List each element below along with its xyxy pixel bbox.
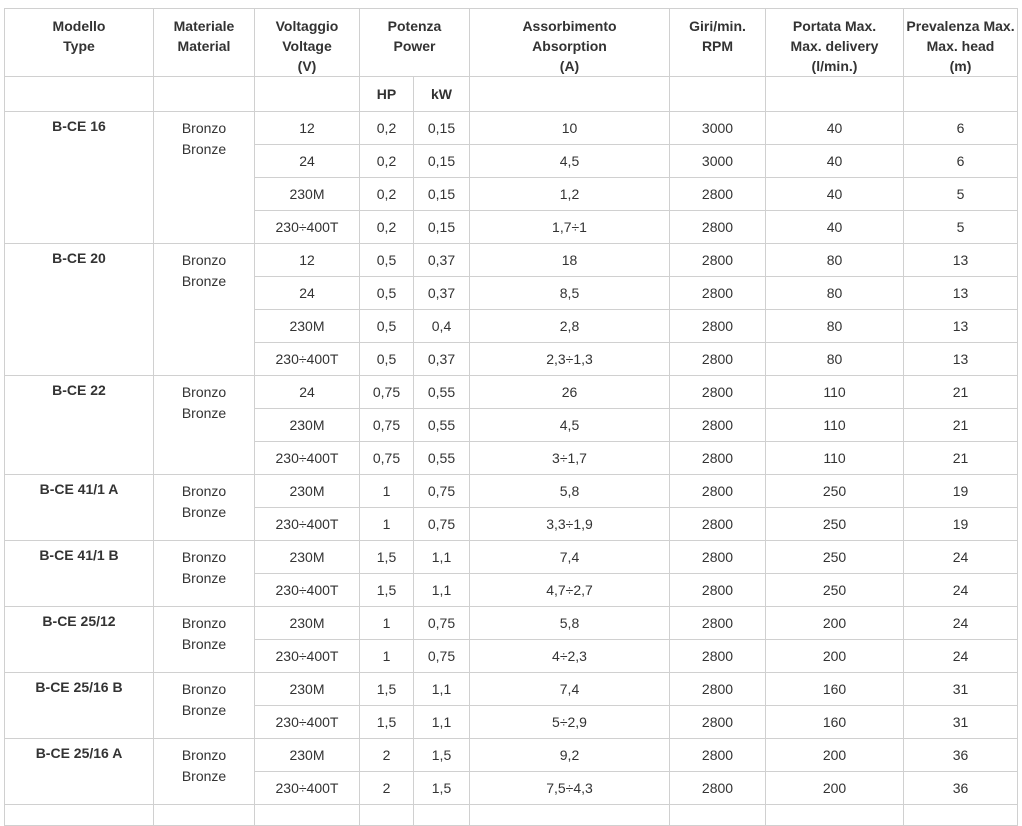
max-delivery-cell: 40	[766, 145, 904, 178]
absorption-cell: 18	[470, 244, 670, 277]
max-head-cell: 24	[904, 640, 1018, 673]
absorption-cell: 26	[470, 376, 670, 409]
absorption-cell: 3,3÷1,9	[470, 508, 670, 541]
max-delivery-cell: 250	[766, 541, 904, 574]
header-power: Potenza Power	[360, 9, 470, 77]
max-head-cell: 36	[904, 772, 1018, 805]
empty-cell	[470, 805, 670, 826]
max-delivery-cell: 80	[766, 244, 904, 277]
max-head-cell: 13	[904, 244, 1018, 277]
empty-cell	[670, 77, 766, 112]
rpm-cell: 2800	[670, 343, 766, 376]
voltage-cell: 230÷400T	[255, 508, 360, 541]
max-head-cell: 21	[904, 409, 1018, 442]
max-head-cell: 31	[904, 706, 1018, 739]
absorption-cell: 5,8	[470, 607, 670, 640]
max-head-cell: 24	[904, 574, 1018, 607]
hp-cell: 1,5	[360, 706, 414, 739]
table-row	[5, 541, 1018, 574]
model-cell: B-CE 25/16 A	[5, 739, 154, 805]
material-cell: Bronzo Bronze	[154, 673, 255, 739]
kw-cell: 1,1	[414, 574, 470, 607]
rpm-cell: 2800	[670, 244, 766, 277]
voltage-cell: 230M	[255, 673, 360, 706]
hp-cell: 0,5	[360, 310, 414, 343]
rpm-cell: 2800	[670, 376, 766, 409]
rpm-cell: 3000	[670, 145, 766, 178]
table-body	[5, 112, 1018, 826]
empty-cell	[154, 805, 255, 826]
max-delivery-cell: 110	[766, 409, 904, 442]
max-head-cell: 21	[904, 376, 1018, 409]
max-delivery-cell: 200	[766, 739, 904, 772]
max-head-cell: 5	[904, 178, 1018, 211]
material-cell: Bronzo Bronze	[154, 112, 255, 244]
max-delivery-cell: 80	[766, 277, 904, 310]
kw-cell: 0,55	[414, 442, 470, 475]
material-cell: Bronzo Bronze	[154, 541, 255, 607]
empty-cell	[5, 77, 154, 112]
rpm-cell: 2800	[670, 508, 766, 541]
model-cell: B-CE 41/1 A	[5, 475, 154, 541]
header-rpm: Giri/min. RPM	[670, 9, 766, 77]
kw-cell: 0,15	[414, 211, 470, 244]
max-head-cell: 24	[904, 541, 1018, 574]
absorption-cell: 4,7÷2,7	[470, 574, 670, 607]
max-delivery-cell: 160	[766, 673, 904, 706]
rpm-cell: 3000	[670, 112, 766, 145]
hp-cell: 0,5	[360, 244, 414, 277]
kw-cell: 1,1	[414, 706, 470, 739]
voltage-cell: 230M	[255, 409, 360, 442]
rpm-cell: 2800	[670, 475, 766, 508]
voltage-cell: 230M	[255, 178, 360, 211]
material-cell: Bronzo Bronze	[154, 244, 255, 376]
hp-cell: 1,5	[360, 574, 414, 607]
material-cell: Bronzo Bronze	[154, 475, 255, 541]
max-delivery-cell: 80	[766, 310, 904, 343]
rpm-cell: 2800	[670, 640, 766, 673]
absorption-cell: 4÷2,3	[470, 640, 670, 673]
max-delivery-cell: 200	[766, 607, 904, 640]
header-absorption: Assorbimento Absorption (A)	[470, 9, 670, 77]
absorption-cell: 1,7÷1	[470, 211, 670, 244]
header-model: Modello Type	[5, 9, 154, 77]
model-cell: B-CE 41/1 B	[5, 541, 154, 607]
absorption-cell: 3÷1,7	[470, 442, 670, 475]
voltage-cell: 230÷400T	[255, 343, 360, 376]
hp-cell: 1,5	[360, 541, 414, 574]
hp-cell: 0,75	[360, 376, 414, 409]
absorption-cell: 4,5	[470, 145, 670, 178]
kw-cell: 0,37	[414, 244, 470, 277]
max-head-cell: 13	[904, 277, 1018, 310]
rpm-cell: 2800	[670, 673, 766, 706]
material-cell: Bronzo Bronze	[154, 607, 255, 673]
max-head-cell: 31	[904, 673, 1018, 706]
kw-cell: 1,1	[414, 541, 470, 574]
voltage-cell: 230÷400T	[255, 211, 360, 244]
absorption-cell: 5,8	[470, 475, 670, 508]
empty-cell	[154, 77, 255, 112]
max-delivery-cell: 110	[766, 376, 904, 409]
max-head-cell: 13	[904, 343, 1018, 376]
hp-cell: 0,5	[360, 277, 414, 310]
absorption-cell: 9,2	[470, 739, 670, 772]
empty-cell	[414, 805, 470, 826]
max-head-cell: 24	[904, 607, 1018, 640]
voltage-cell: 230M	[255, 541, 360, 574]
hp-cell: 0,2	[360, 211, 414, 244]
table-row	[5, 376, 1018, 409]
table-row	[5, 244, 1018, 277]
hp-cell: 1,5	[360, 673, 414, 706]
table-row	[5, 607, 1018, 640]
absorption-cell: 7,4	[470, 541, 670, 574]
hp-cell: 0,5	[360, 343, 414, 376]
kw-cell: 0,75	[414, 607, 470, 640]
max-delivery-cell: 80	[766, 343, 904, 376]
max-head-cell: 36	[904, 739, 1018, 772]
max-head-cell: 5	[904, 211, 1018, 244]
max-delivery-cell: 200	[766, 640, 904, 673]
hp-cell: 0,2	[360, 178, 414, 211]
voltage-cell: 24	[255, 277, 360, 310]
max-head-cell: 21	[904, 442, 1018, 475]
max-delivery-cell: 250	[766, 475, 904, 508]
table-row	[5, 805, 1018, 826]
empty-cell	[360, 805, 414, 826]
voltage-cell: 24	[255, 376, 360, 409]
max-delivery-cell: 160	[766, 706, 904, 739]
table-row	[5, 475, 1018, 508]
rpm-cell: 2800	[670, 310, 766, 343]
voltage-cell: 230M	[255, 739, 360, 772]
max-head-cell: 6	[904, 145, 1018, 178]
subheader-hp: HP	[360, 77, 414, 112]
kw-cell: 0,4	[414, 310, 470, 343]
kw-cell: 1,5	[414, 739, 470, 772]
absorption-cell: 5÷2,9	[470, 706, 670, 739]
rpm-cell: 2800	[670, 772, 766, 805]
kw-cell: 0,37	[414, 343, 470, 376]
absorption-cell: 4,5	[470, 409, 670, 442]
max-head-cell: 19	[904, 475, 1018, 508]
max-delivery-cell: 40	[766, 178, 904, 211]
voltage-cell: 230÷400T	[255, 772, 360, 805]
hp-cell: 1	[360, 475, 414, 508]
rpm-cell: 2800	[670, 739, 766, 772]
kw-cell: 0,15	[414, 178, 470, 211]
absorption-cell: 10	[470, 112, 670, 145]
model-cell: B-CE 20	[5, 244, 154, 376]
absorption-cell: 7,5÷4,3	[470, 772, 670, 805]
hp-cell: 0,2	[360, 145, 414, 178]
model-cell: B-CE 22	[5, 376, 154, 475]
max-head-cell: 13	[904, 310, 1018, 343]
material-cell: Bronzo Bronze	[154, 739, 255, 805]
rpm-cell: 2800	[670, 607, 766, 640]
empty-cell	[670, 805, 766, 826]
table-row	[5, 673, 1018, 706]
max-delivery-cell: 40	[766, 112, 904, 145]
absorption-cell: 2,8	[470, 310, 670, 343]
hp-cell: 0,75	[360, 442, 414, 475]
voltage-cell: 12	[255, 112, 360, 145]
voltage-cell: 12	[255, 244, 360, 277]
material-cell: Bronzo Bronze	[154, 376, 255, 475]
rpm-cell: 2800	[670, 574, 766, 607]
table-row	[5, 739, 1018, 772]
absorption-cell: 8,5	[470, 277, 670, 310]
subheader-row	[5, 77, 1018, 112]
kw-cell: 1,5	[414, 772, 470, 805]
max-delivery-cell: 250	[766, 574, 904, 607]
kw-cell: 0,55	[414, 376, 470, 409]
max-delivery-cell: 250	[766, 508, 904, 541]
voltage-cell: 230÷400T	[255, 574, 360, 607]
absorption-cell: 2,3÷1,3	[470, 343, 670, 376]
hp-cell: 2	[360, 772, 414, 805]
absorption-cell: 7,4	[470, 673, 670, 706]
absorption-cell: 1,2	[470, 178, 670, 211]
hp-cell: 2	[360, 739, 414, 772]
model-cell: B-CE 25/16 B	[5, 673, 154, 739]
empty-cell	[766, 805, 904, 826]
empty-cell	[470, 77, 670, 112]
kw-cell: 0,15	[414, 145, 470, 178]
header-voltage: Voltaggio Voltage (V)	[255, 9, 360, 77]
max-head-cell: 6	[904, 112, 1018, 145]
voltage-cell: 230M	[255, 475, 360, 508]
header-material: Materiale Material	[154, 9, 255, 77]
empty-cell	[904, 805, 1018, 826]
kw-cell: 0,15	[414, 112, 470, 145]
model-cell: B-CE 25/12	[5, 607, 154, 673]
hp-cell: 1	[360, 607, 414, 640]
kw-cell: 0,75	[414, 475, 470, 508]
voltage-cell: 230M	[255, 607, 360, 640]
kw-cell: 0,55	[414, 409, 470, 442]
header-row	[5, 9, 1018, 77]
model-cell: B-CE 16	[5, 112, 154, 244]
voltage-cell: 230M	[255, 310, 360, 343]
empty-cell	[5, 805, 154, 826]
voltage-cell: 230÷400T	[255, 640, 360, 673]
rpm-cell: 2800	[670, 409, 766, 442]
voltage-cell: 230÷400T	[255, 706, 360, 739]
kw-cell: 0,37	[414, 277, 470, 310]
empty-cell	[255, 77, 360, 112]
rpm-cell: 2800	[670, 277, 766, 310]
empty-cell	[255, 805, 360, 826]
hp-cell: 1	[360, 508, 414, 541]
table-row	[5, 112, 1018, 145]
kw-cell: 0,75	[414, 640, 470, 673]
rpm-cell: 2800	[670, 442, 766, 475]
rpm-cell: 2800	[670, 211, 766, 244]
hp-cell: 1	[360, 640, 414, 673]
max-delivery-cell: 200	[766, 772, 904, 805]
max-delivery-cell: 110	[766, 442, 904, 475]
header-max-delivery: Portata Max. Max. delivery (l/min.)	[766, 9, 904, 77]
voltage-cell: 230÷400T	[255, 442, 360, 475]
empty-cell	[766, 77, 904, 112]
empty-cell	[904, 77, 1018, 112]
rpm-cell: 2800	[670, 541, 766, 574]
rpm-cell: 2800	[670, 706, 766, 739]
kw-cell: 0,75	[414, 508, 470, 541]
kw-cell: 1,1	[414, 673, 470, 706]
pump-spec-table	[4, 8, 1018, 826]
hp-cell: 0,75	[360, 409, 414, 442]
max-delivery-cell: 40	[766, 211, 904, 244]
hp-cell: 0,2	[360, 112, 414, 145]
rpm-cell: 2800	[670, 178, 766, 211]
max-head-cell: 19	[904, 508, 1018, 541]
header-max-head: Prevalenza Max. Max. head (m)	[904, 9, 1018, 77]
subheader-kw: kW	[414, 77, 470, 112]
voltage-cell: 24	[255, 145, 360, 178]
